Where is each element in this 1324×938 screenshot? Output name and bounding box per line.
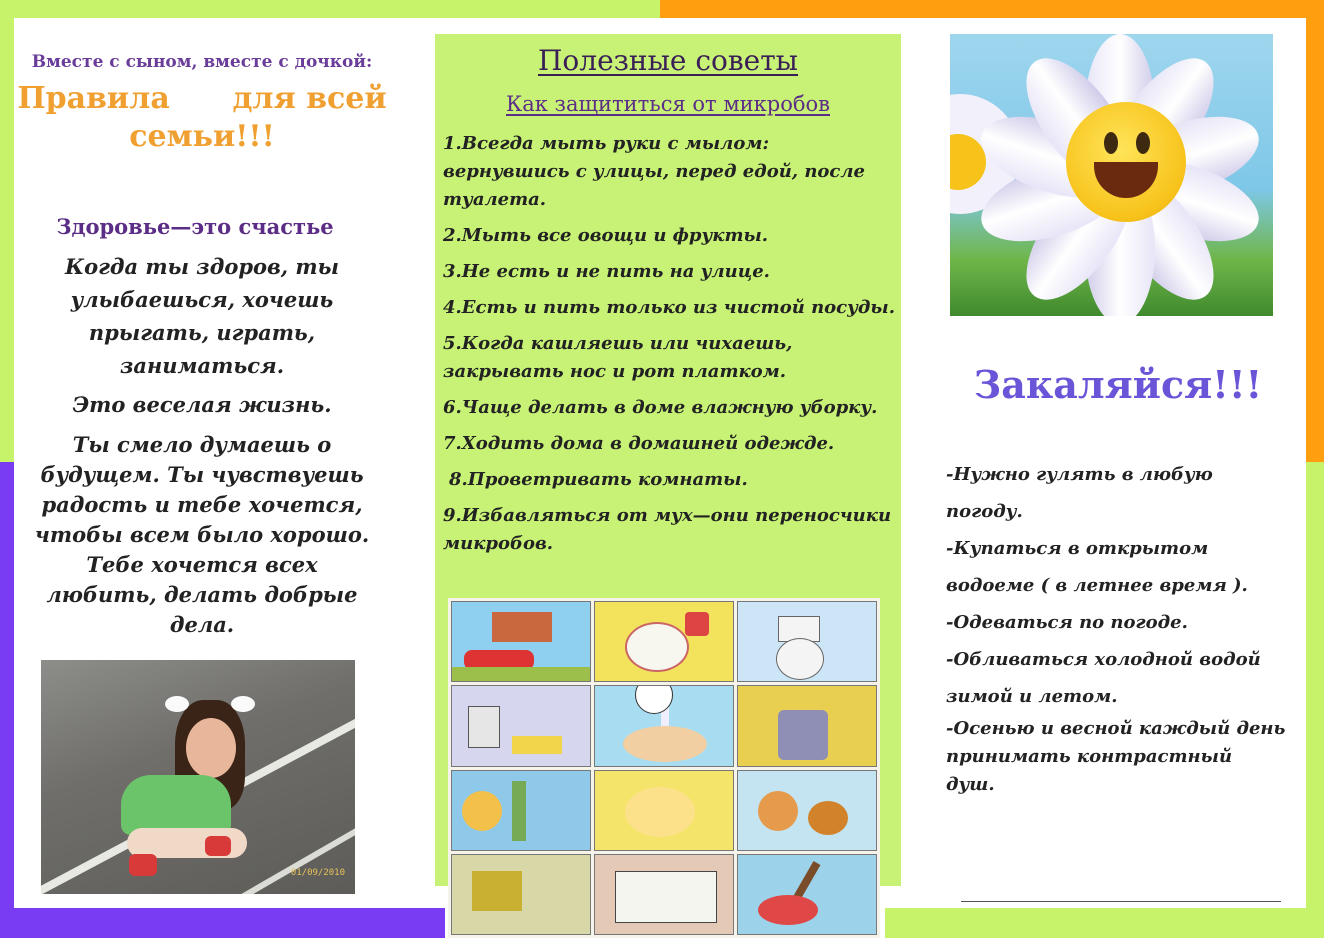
intro-line: Вместе с сыном, вместе с дочкой:: [31, 52, 373, 72]
tip-item: 3.Не есть и не пить на улице.: [443, 261, 770, 282]
health-paragraph-1: Когда ты здоров, ты улыбаешься, хочешь прыгать, играть, заниматься.: [64, 254, 340, 378]
tip-item: 4.Есть и пить только из чистой посуды.: [443, 297, 896, 318]
illustration-book-cell: [594, 854, 734, 935]
hygiene-illustration: [448, 598, 880, 938]
illustration-cleaning-cell: [451, 854, 591, 935]
right-green-border: [1306, 462, 1324, 938]
illustration-dishes-cell: [594, 601, 734, 682]
harden-title: Закаляйся!!!: [973, 362, 1263, 407]
illustration-toilet-cell: [737, 601, 877, 682]
illustration-pets-cell: [737, 770, 877, 851]
harden-item: -Осенью и весной каждый день принимать контрастный душ.: [946, 718, 1286, 795]
illustration-tools-cell: [451, 770, 591, 851]
illustration-street-cell: [451, 601, 591, 682]
top-left-border: [0, 0, 660, 18]
illustration-broom-cell: [737, 854, 877, 935]
smiley-face-icon: [1066, 102, 1186, 222]
photo-date-stamp: 01/09/2010: [290, 868, 345, 878]
tips-list: [443, 130, 897, 558]
harden-item: -Обливаться холодной водой зимой и летом.: [946, 649, 1261, 707]
left-green-border: [0, 18, 14, 462]
main-title-line-1: Правила для всей: [17, 81, 387, 116]
tips-subtitle: Как защититься от микробов: [505, 92, 830, 116]
illustration-handwash-cell: [594, 685, 734, 766]
health-text: [32, 250, 372, 640]
tip-item: 7.Ходить дома в домашней одежде.: [443, 433, 835, 454]
main-title: [14, 80, 390, 156]
signature-line: [961, 901, 1281, 902]
top-right-border: [660, 0, 1324, 18]
girl-photo: [41, 660, 355, 894]
illustration-wash-cell: [594, 770, 734, 851]
tip-item: 8.Проветривать комнаты.: [449, 469, 748, 490]
health-heading: Здоровье—это счастье: [56, 214, 334, 239]
tip-item: 1.Всегда мыть руки с мылом: вернувшись с улицы, перед едой, после туалета.: [443, 133, 865, 210]
tip-item: 9.Избавляться от мух—они переносчики микробов.: [443, 505, 892, 554]
bottom-green-border: [885, 908, 1324, 938]
main-title-line-2: семьи!!!: [129, 119, 275, 154]
harden-list: [946, 456, 1286, 799]
harden-item: -Нужно гулять в любую погоду.: [946, 464, 1213, 522]
harden-item: -Купаться в открытом водоеме ( в летнее время ).: [946, 538, 1248, 596]
left-purple-border: [0, 462, 14, 938]
tip-item: 6.Чаще делать в доме влажную уборку.: [443, 397, 878, 418]
tip-item: 2.Мыть все овощи и фрукты.: [443, 225, 769, 246]
left-header: [14, 36, 390, 186]
illustration-trash-cell: [737, 685, 877, 766]
harden-item: -Одеваться по погоде.: [946, 612, 1188, 633]
health-paragraph-2: Это веселая жизнь.: [72, 392, 332, 417]
illustration-toys-cell: [451, 685, 591, 766]
tips-title-text: Полезные советы: [538, 44, 798, 77]
right-orange-border: [1306, 0, 1324, 462]
bottom-purple-border: [0, 908, 445, 938]
health-paragraph-3: Ты смело думаешь о будущем. Ты чувствуешь радость и тебе хочется, чтобы всем было хорошо. Тебе хочется всех любить, делать добрые дела.: [34, 432, 370, 637]
smiling-flower-picture: [950, 34, 1273, 316]
tips-title: [435, 44, 901, 77]
tip-item: 5.Когда кашляешь или чихаешь, закрывать нос и рот платком.: [443, 333, 793, 382]
